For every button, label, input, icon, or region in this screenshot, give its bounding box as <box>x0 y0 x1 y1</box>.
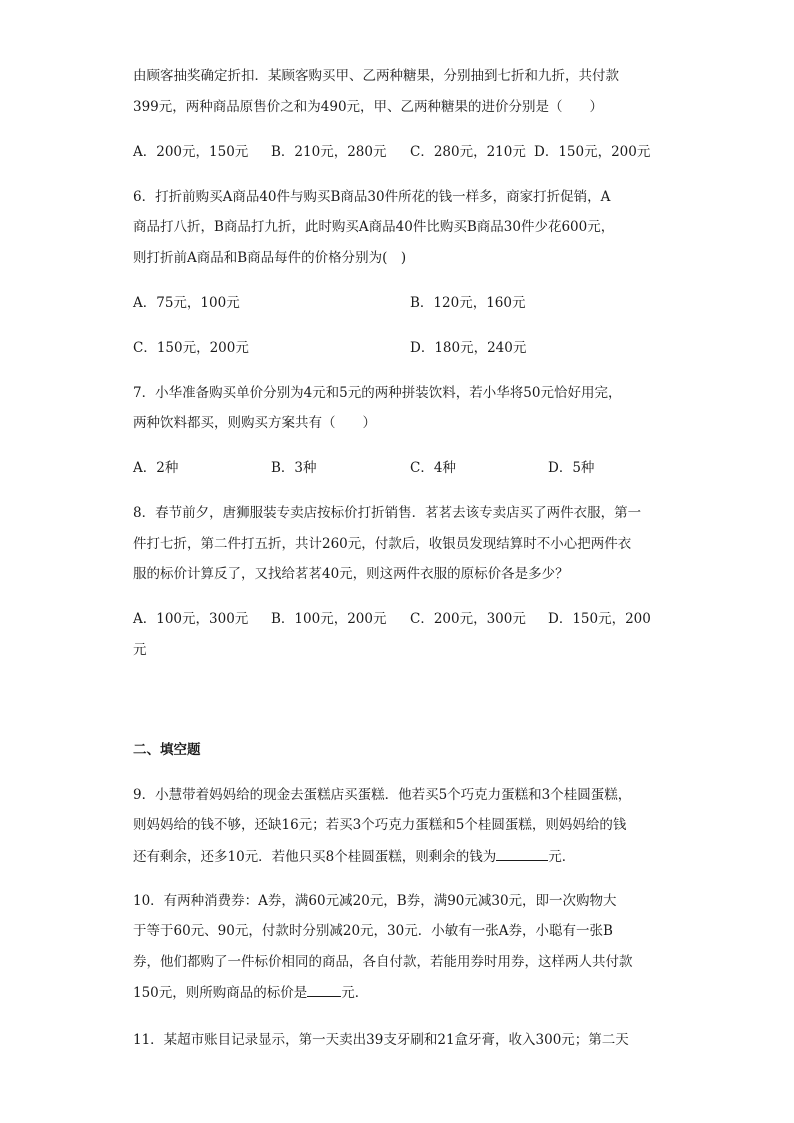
q10-line-4-unit: 元． <box>341 985 369 1001</box>
q5-option-c: C．280元，210元 <box>410 144 526 160</box>
q9-answer-blank[interactable] <box>496 846 548 861</box>
q6-option-d: D．180元，240元 <box>410 340 527 356</box>
q7-option-d: D．5种 <box>548 460 595 476</box>
q10-line-4 <box>133 982 368 1002</box>
q5-option-b: B．210元，280元 <box>271 144 387 160</box>
q10-line-2: 于等于60元、90元，付款时分别减20元，30元．小敏有一张A券，小聪有一张B <box>133 923 613 939</box>
q6-option-a: A．75元，100元 <box>133 295 240 311</box>
q7-option-b: B．3种 <box>271 460 317 476</box>
q6-option-c: C．150元，200元 <box>133 340 249 356</box>
q8-line-2: 件打七折，第二件打五折，共计260元，付款后，收银员发现结算时不小心把两件衣 <box>133 536 632 552</box>
q10-line-1: 10．有两种消费券：A券，满60元减20元，B券，满90元减30元，即一次购物大 <box>133 893 617 909</box>
q10-line-4-text: 150元，则所购商品的标价是 <box>133 985 308 1001</box>
q5-option-d: D．150元，200元 <box>534 144 651 160</box>
q6-line-3: 则打折前A商品和B商品每件的价格分别为( ) <box>133 250 407 266</box>
q8-option-d-wrap: 元 <box>133 642 147 658</box>
q5-option-a: A．200元，150元 <box>133 144 249 160</box>
q9-line-2: 则妈妈给的钱不够，还缺16元；若买3个巧克力蛋糕和5个桂圆蛋糕，则妈妈给的钱 <box>133 817 627 833</box>
q10-answer-blank[interactable] <box>307 982 341 997</box>
q8-line-1: 8．春节前夕，唐狮服装专卖店按标价打折销售．茗茗去该专卖店买了两件衣服，第一 <box>133 505 642 521</box>
q8-option-c: C．200元，300元 <box>410 611 526 627</box>
q9-line-3-unit: 元． <box>548 849 576 865</box>
q7-option-c: C．4种 <box>410 460 456 476</box>
q7-line-2: 两种饮料都买，则购买方案共有（ ） <box>133 415 376 431</box>
section-title-fill-in: 二、填空题 <box>133 742 201 758</box>
q6-line-2: 商品打八折，B商品打九折，此时购买A商品40件比购买B商品30件少花600元， <box>133 219 615 235</box>
q7-option-a: A．2种 <box>133 460 179 476</box>
q9-line-1: 9．小慧带着妈妈给的现金去蛋糕店买蛋糕．他若买5个巧克力蛋糕和3个桂圆蛋糕， <box>133 787 632 803</box>
q5-line-2: 399元，两种商品原售价之和为490元，甲、乙两种糖果的进价分别是（ ） <box>133 99 604 115</box>
q6-line-1: 6．打折前购买A商品40件与购买B商品30件所花的钱一样多，商家打折促销，A <box>133 189 611 205</box>
q10-line-3: 券，他们都购了一件标价相同的商品，各自付款，若能用券时用券，这样两人共付款 <box>133 954 633 970</box>
q8-option-a: A．100元，300元 <box>133 611 249 627</box>
q8-line-3: 服的标价计算反了，又找给茗茗40元，则这两件衣服的原标价各是多少？ <box>133 566 569 582</box>
q5-line-1: 由顾客抽奖确定折扣．某顾客购买甲、乙两种糖果，分别抽到七折和九折，共付款 <box>133 68 619 84</box>
q9-line-3-text: 还有剩余，还多10元．若他只买8个桂圆蛋糕，则剩余的钱为 <box>133 849 497 865</box>
q8-option-b: B．100元，200元 <box>271 611 387 627</box>
q11-line-1: 11．某超市账目记录显示，第一天卖出39支牙刷和21盒牙膏，收入300元；第二天 <box>133 1032 629 1048</box>
q6-option-b: B．120元，160元 <box>410 295 526 311</box>
q9-line-3 <box>133 846 575 866</box>
q8-option-d: D．150元，200 <box>548 611 651 627</box>
q7-line-1: 7．小华准备购买单价分别为4元和5元的两种拼装饮料，若小华将50元恰好用完， <box>133 385 622 401</box>
